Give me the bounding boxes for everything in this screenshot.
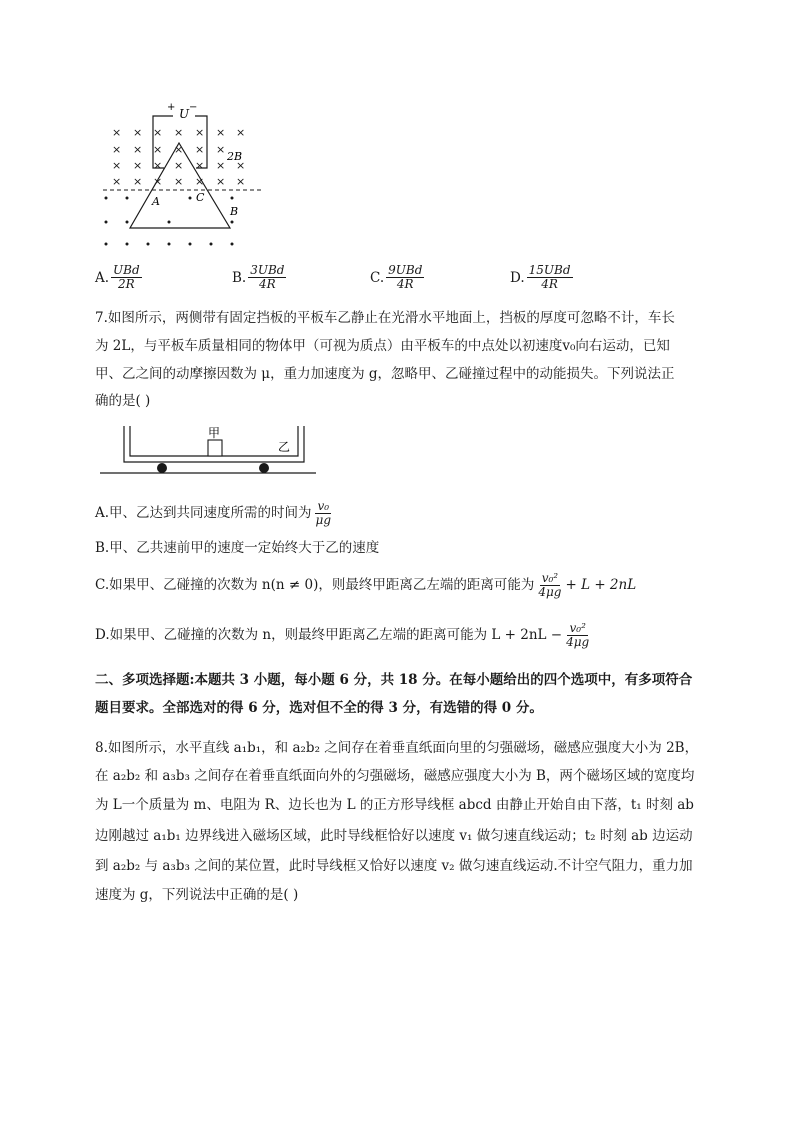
- svg-text:×: ×: [112, 159, 122, 172]
- q8-stem-line4: 边刚越过 a₁b₁ 边界线进入磁场区域，此时导线框恰好以速度 v₁ 做匀速直线运动；t₂ 时刻 ab 边运动: [95, 828, 693, 844]
- svg-text:×: ×: [112, 175, 122, 188]
- vertex-label-C: C: [196, 191, 205, 204]
- svg-text:×: ×: [153, 159, 163, 172]
- label-jia: 甲: [208, 426, 221, 440]
- field-label-2B: 2B: [227, 150, 243, 163]
- svg-text:×: ×: [133, 143, 143, 156]
- q7-stem-line2: 为 2L，与平板车质量相同的物体甲（可视为质点）由平板车的中点处以初速度v₀向右运动，已知: [95, 338, 670, 354]
- q8-stem-line2: 在 a₂b₂ 和 a₃b₃ 之间存在着垂直纸面向外的匀强磁场，磁感应强度大小为 B，两个磁场区域的宽度均: [95, 768, 695, 784]
- svg-text:×: ×: [195, 175, 205, 188]
- minus-sign: −: [189, 102, 198, 113]
- q8-stem-line3: 为 L一个质量为 m、电阻为 R、边长也为 L 的正方形导线框 abcd 由静止开始自由下落，t₁ 时刻 ab: [95, 797, 694, 813]
- svg-text:×: ×: [216, 126, 226, 139]
- q8-stem-line1: 8.如图所示，水平直线 a₁b₁，和 a₂b₂ 之间存在着垂直纸面向里的匀强磁场，磁感应强度大小为 2B，: [95, 740, 699, 756]
- q8-stem-line5: 到 a₂b₂ 与 a₃b₃ 之间的某位置，此时导线框又恰好以速度 v₂ 做匀速直线运动.不计空气阻力，重力加: [95, 858, 693, 874]
- svg-text:×: ×: [112, 143, 122, 156]
- svg-text:×: ×: [133, 175, 143, 188]
- magnetic-field-out-of-page: [105, 197, 234, 246]
- q7-option-a[interactable]: A.甲、乙达到共同速度所需的时间为 $\frac{\text{v₀}}{\mu g}$: [95, 499, 332, 527]
- svg-text:×: ×: [195, 126, 205, 139]
- svg-text:×: ×: [153, 175, 163, 188]
- svg-text:×: ×: [216, 175, 226, 188]
- q7-option-c[interactable]: C.如果甲、乙碰撞的次数为 n(n ≠ 0)，则最终甲距离乙左端的距离可能为 $\frac{\text{v₀²}}{4\mu g}$ + L + 2nL: [95, 571, 637, 599]
- vertex-label-B: B: [230, 205, 239, 218]
- svg-text:×: ×: [153, 143, 163, 156]
- svg-text:×: ×: [174, 143, 184, 156]
- svg-text:×: ×: [133, 159, 143, 172]
- section2-heading-line1: 二、多项选择题:本题共 3 小题，每小题 6 分，共 18 分。在每小题给出的四个选项中，有多项符合: [95, 672, 693, 688]
- svg-text:×: ×: [195, 159, 205, 172]
- svg-text:×: ×: [133, 126, 143, 139]
- q7-stem-line3: 甲、乙之间的动摩擦因数为 μ，重力加速度为 g，忽略甲、乙碰撞过程中的动能损失。下列说法正: [95, 366, 675, 382]
- section2-heading-line2: 题目要求。全部选对的得 6 分，选对但不全的得 3 分，有选错的得 0 分。: [95, 700, 543, 716]
- block-jia: [208, 440, 222, 456]
- voltage-label: U: [179, 107, 190, 121]
- svg-text:×: ×: [216, 143, 226, 156]
- vertex-label-A: A: [152, 195, 160, 208]
- q6-option-a[interactable]: A. $\frac{\text{UBd}}{2R}$: [95, 263, 140, 291]
- wheel-left: [157, 463, 167, 473]
- q6-figure: [95, 98, 270, 253]
- q8-stem-line6: 速度为 g，下列说法中正确的是( ): [95, 887, 299, 903]
- svg-text:×: ×: [236, 126, 246, 139]
- plus-sign: +: [167, 102, 176, 113]
- svg-text:×: ×: [174, 159, 184, 172]
- svg-text:×: ×: [195, 143, 205, 156]
- q6-option-c[interactable]: C. $\frac{\text{9UBd}}{4R}$: [370, 263, 423, 291]
- q7-option-d[interactable]: D.如果甲、乙碰撞的次数为 n，则最终甲距离乙左端的距离可能为 L + 2nL − $\frac{\text{v₀²}}{4\mu g}$: [95, 621, 590, 649]
- svg-text:×: ×: [236, 159, 246, 172]
- svg-text:×: ×: [174, 126, 184, 139]
- svg-text:×: ×: [216, 159, 226, 172]
- svg-text:×: ×: [153, 126, 163, 139]
- q7-stem-line1: 7.如图所示，两侧带有固定挡板的平板车乙静止在光滑水平地面上，挡板的厚度可忽略不计，车长: [95, 310, 675, 326]
- svg-text:×: ×: [174, 175, 184, 188]
- magnetic-field-into-page: [112, 126, 245, 188]
- svg-text:×: ×: [236, 175, 246, 188]
- q6-option-b[interactable]: B. $\frac{\text{3UBd}}{4R}$: [232, 263, 285, 291]
- q7-stem-line4: 确的是( ): [95, 393, 151, 409]
- q7-figure: [98, 422, 318, 478]
- wheel-right: [259, 463, 269, 473]
- q7-option-b[interactable]: B.甲、乙共速前甲的速度一定始终大于乙的速度: [95, 540, 380, 556]
- label-yi: 乙: [278, 440, 291, 454]
- q6-option-d[interactable]: D. $\frac{\text{15UBd}}{4R}$: [510, 263, 571, 291]
- svg-text:×: ×: [112, 126, 122, 139]
